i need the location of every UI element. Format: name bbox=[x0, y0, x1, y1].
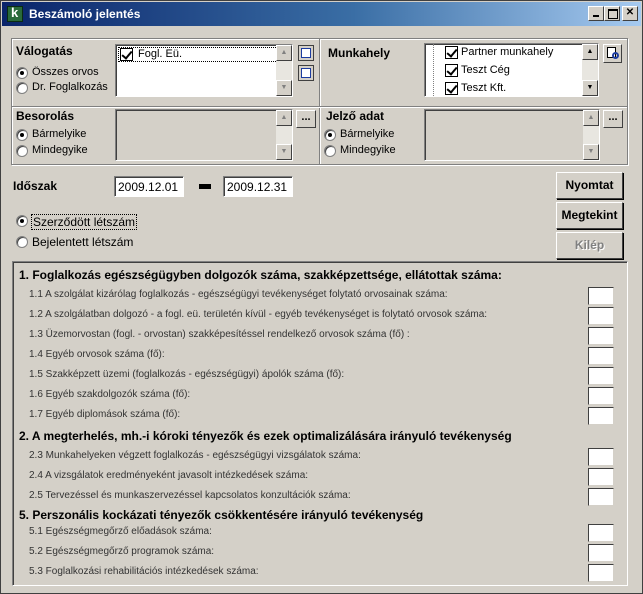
scroll-up-button[interactable]: ▲ bbox=[582, 44, 598, 60]
munkahely-item-checkbox[interactable] bbox=[445, 46, 458, 59]
row-value-input[interactable] bbox=[588, 544, 614, 562]
munkahely-item-checkbox[interactable] bbox=[445, 82, 458, 95]
munkahely-label: Munkahely bbox=[328, 46, 391, 60]
row-value-input[interactable] bbox=[588, 407, 614, 425]
jelzo-option-all-radio[interactable] bbox=[324, 145, 336, 157]
row-label: 1.5 Szakképzett üzemi (foglalkozás - egészségügyi) ápolók száma (fő): bbox=[29, 369, 345, 380]
valogatas-item-label: Fogl. Eü. bbox=[138, 48, 183, 60]
row-label: 2.5 Tervezéssel és munkaszervezéssel kapcsolatos konzultációk száma: bbox=[29, 490, 351, 501]
munkahely-search-button[interactable] bbox=[603, 44, 622, 63]
valogatas-option-dr-radio[interactable] bbox=[16, 82, 28, 94]
valogatas-label: Válogatás bbox=[16, 44, 73, 58]
deselect-all-button[interactable] bbox=[298, 65, 314, 81]
munkahely-item-label: Partner munkahely bbox=[461, 46, 554, 58]
empty-box-icon bbox=[301, 68, 311, 78]
row-label: 5.3 Foglalkozási rehabilitációs intézkedések száma: bbox=[29, 566, 259, 577]
jelzo-option-any-label[interactable]: Bármelyike bbox=[340, 128, 395, 140]
select-all-button[interactable] bbox=[298, 45, 314, 61]
section-title: 2. A megterhelés, mh.-i kóroki tényezők és ezek optimalizálására irányuló tevékenység bbox=[19, 429, 512, 443]
row-label: 1.1 A szolgálat kizárólag foglalkozás - egészségügyi tevékenységet folytató orvosainak száma: bbox=[29, 289, 448, 300]
row-label: 2.3 Munkahelyeken végzett foglalkozás - egészségügyi vizsgálatok száma: bbox=[29, 450, 361, 461]
count-type-registered-label[interactable]: Bejelentett létszám bbox=[32, 235, 134, 249]
count-type-contracted-label[interactable]: Szerződött létszám bbox=[33, 215, 136, 229]
valogatas-option-all-radio[interactable] bbox=[16, 67, 28, 79]
filters-divider bbox=[319, 39, 320, 164]
report-panel bbox=[12, 261, 628, 586]
row-value-input[interactable] bbox=[588, 307, 614, 325]
scroll-down-button[interactable]: ▼ bbox=[276, 80, 292, 96]
besorolas-option-all-radio[interactable] bbox=[16, 145, 28, 157]
jelzo-option-any-radio[interactable] bbox=[324, 129, 336, 141]
jelzo-scrollbar[interactable] bbox=[583, 110, 599, 160]
maximize-button[interactable] bbox=[604, 6, 620, 21]
jelzo-browse-button[interactable]: ... bbox=[603, 110, 623, 128]
period-to-value: 2009.12.31 bbox=[227, 180, 288, 194]
scroll-up-button[interactable]: ▲ bbox=[276, 45, 292, 61]
title-bar[interactable] bbox=[2, 2, 641, 26]
row-value-input[interactable] bbox=[588, 287, 614, 305]
munkahely-item-label: Teszt Kft. bbox=[461, 82, 507, 94]
row-value-input[interactable] bbox=[588, 448, 614, 466]
valogatas-list[interactable] bbox=[115, 44, 293, 97]
munkahely-scrollbar[interactable] bbox=[582, 44, 598, 96]
besorolas-option-any-radio[interactable] bbox=[16, 129, 28, 141]
section-title: 5. Perszonális kockázati tényezők csökkentésére irányuló tevékenység bbox=[19, 508, 424, 522]
magnifier-lens bbox=[612, 52, 619, 59]
row-value-input[interactable] bbox=[588, 387, 614, 405]
valogatas-option-all-label[interactable]: Összes orvos bbox=[32, 66, 99, 78]
scroll-down-button[interactable]: ▼ bbox=[276, 144, 292, 160]
munkahely-list[interactable] bbox=[424, 43, 599, 97]
scroll-down-button[interactable]: ▼ bbox=[583, 144, 599, 160]
munkahely-item-checkbox[interactable] bbox=[445, 64, 458, 77]
checklist-icon bbox=[301, 48, 311, 58]
jelzo-option-all-label[interactable]: Mindegyike bbox=[340, 144, 396, 156]
count-type-contracted[interactable] bbox=[13, 211, 138, 231]
row-label: 5.2 Egészségmegőrző programok száma: bbox=[29, 546, 215, 557]
jelzo-adat-label: Jelző adat bbox=[326, 109, 385, 123]
row-label: 1.7 Egyéb diplomások száma (fő): bbox=[29, 409, 181, 420]
count-type-registered-radio[interactable] bbox=[16, 236, 28, 248]
period-from-input[interactable] bbox=[114, 176, 184, 197]
row-value-input[interactable] bbox=[588, 347, 614, 365]
app-icon bbox=[7, 6, 23, 22]
row-value-input[interactable] bbox=[588, 564, 614, 582]
close-button[interactable] bbox=[622, 6, 638, 21]
scroll-down-button[interactable]: ▼ bbox=[582, 80, 598, 96]
munkahely-item-label: Teszt Cég bbox=[461, 64, 510, 76]
valogatas-item-checkbox[interactable] bbox=[120, 48, 133, 61]
besorolas-list[interactable] bbox=[115, 109, 293, 161]
count-type-contracted-radio[interactable] bbox=[16, 215, 28, 227]
valogatas-scrollbar[interactable] bbox=[276, 45, 292, 96]
period-dash bbox=[199, 184, 211, 189]
valogatas-option-dr-label[interactable]: Dr. Foglalkozás bbox=[32, 81, 108, 93]
row-value-input[interactable] bbox=[588, 488, 614, 506]
filters-row-divider bbox=[12, 106, 627, 107]
row-label: 1.3 Üzemorvostan (fogl. - orvostan) szakképesítéssel rendelkező orvosok száma (fő) : bbox=[29, 329, 410, 340]
row-value-input[interactable] bbox=[588, 524, 614, 542]
besorolas-label: Besorolás bbox=[16, 109, 75, 123]
close-icon: ✕ bbox=[625, 7, 635, 18]
list-item[interactable] bbox=[118, 47, 278, 62]
besorolas-option-any-label[interactable]: Bármelyike bbox=[32, 128, 87, 140]
scroll-up-button[interactable]: ▲ bbox=[583, 110, 599, 126]
besorolas-option-all-label[interactable]: Mindegyike bbox=[32, 144, 88, 156]
print-button[interactable]: Nyomtat bbox=[556, 172, 623, 199]
row-value-input[interactable] bbox=[588, 468, 614, 486]
tree-line bbox=[433, 44, 434, 96]
period-label: Időszak bbox=[13, 179, 58, 193]
count-type-registered[interactable] bbox=[13, 233, 148, 253]
besorolas-scrollbar[interactable] bbox=[276, 110, 292, 160]
besorolas-browse-button[interactable]: ... bbox=[296, 110, 316, 128]
row-value-input[interactable] bbox=[588, 327, 614, 345]
period-to-input[interactable] bbox=[223, 176, 293, 197]
row-label: 2.4 A vizsgálatok eredményeként javasolt intézkedések száma: bbox=[29, 470, 309, 481]
minimize-button[interactable] bbox=[588, 6, 604, 21]
section-title: 1. Foglalkozás egészségügyben dolgozók száma, szakképzettsége, ellátottak száma: bbox=[19, 268, 502, 282]
view-button[interactable]: Megtekint bbox=[556, 202, 623, 229]
window-title: Beszámoló jelentés bbox=[29, 7, 141, 21]
row-value-input[interactable] bbox=[588, 367, 614, 385]
scroll-up-button[interactable]: ▲ bbox=[276, 110, 292, 126]
jelzo-adat-list[interactable] bbox=[424, 109, 600, 161]
row-label: 1.6 Egyéb szakdolgozók száma (fő): bbox=[29, 389, 191, 400]
period-from-value: 2009.12.01 bbox=[118, 180, 179, 194]
row-label: 1.4 Egyéb orvosok száma (fő): bbox=[29, 349, 165, 360]
row-label: 1.2 A szolgálatban dolgozó - a fogl. eü. területén kívül - egyéb tevékenységet is folytató orvosok száma: bbox=[29, 309, 488, 320]
row-label: 5.1 Egészségmegőrző előadások száma: bbox=[29, 526, 212, 537]
exit-button[interactable]: Kilép bbox=[556, 232, 623, 259]
